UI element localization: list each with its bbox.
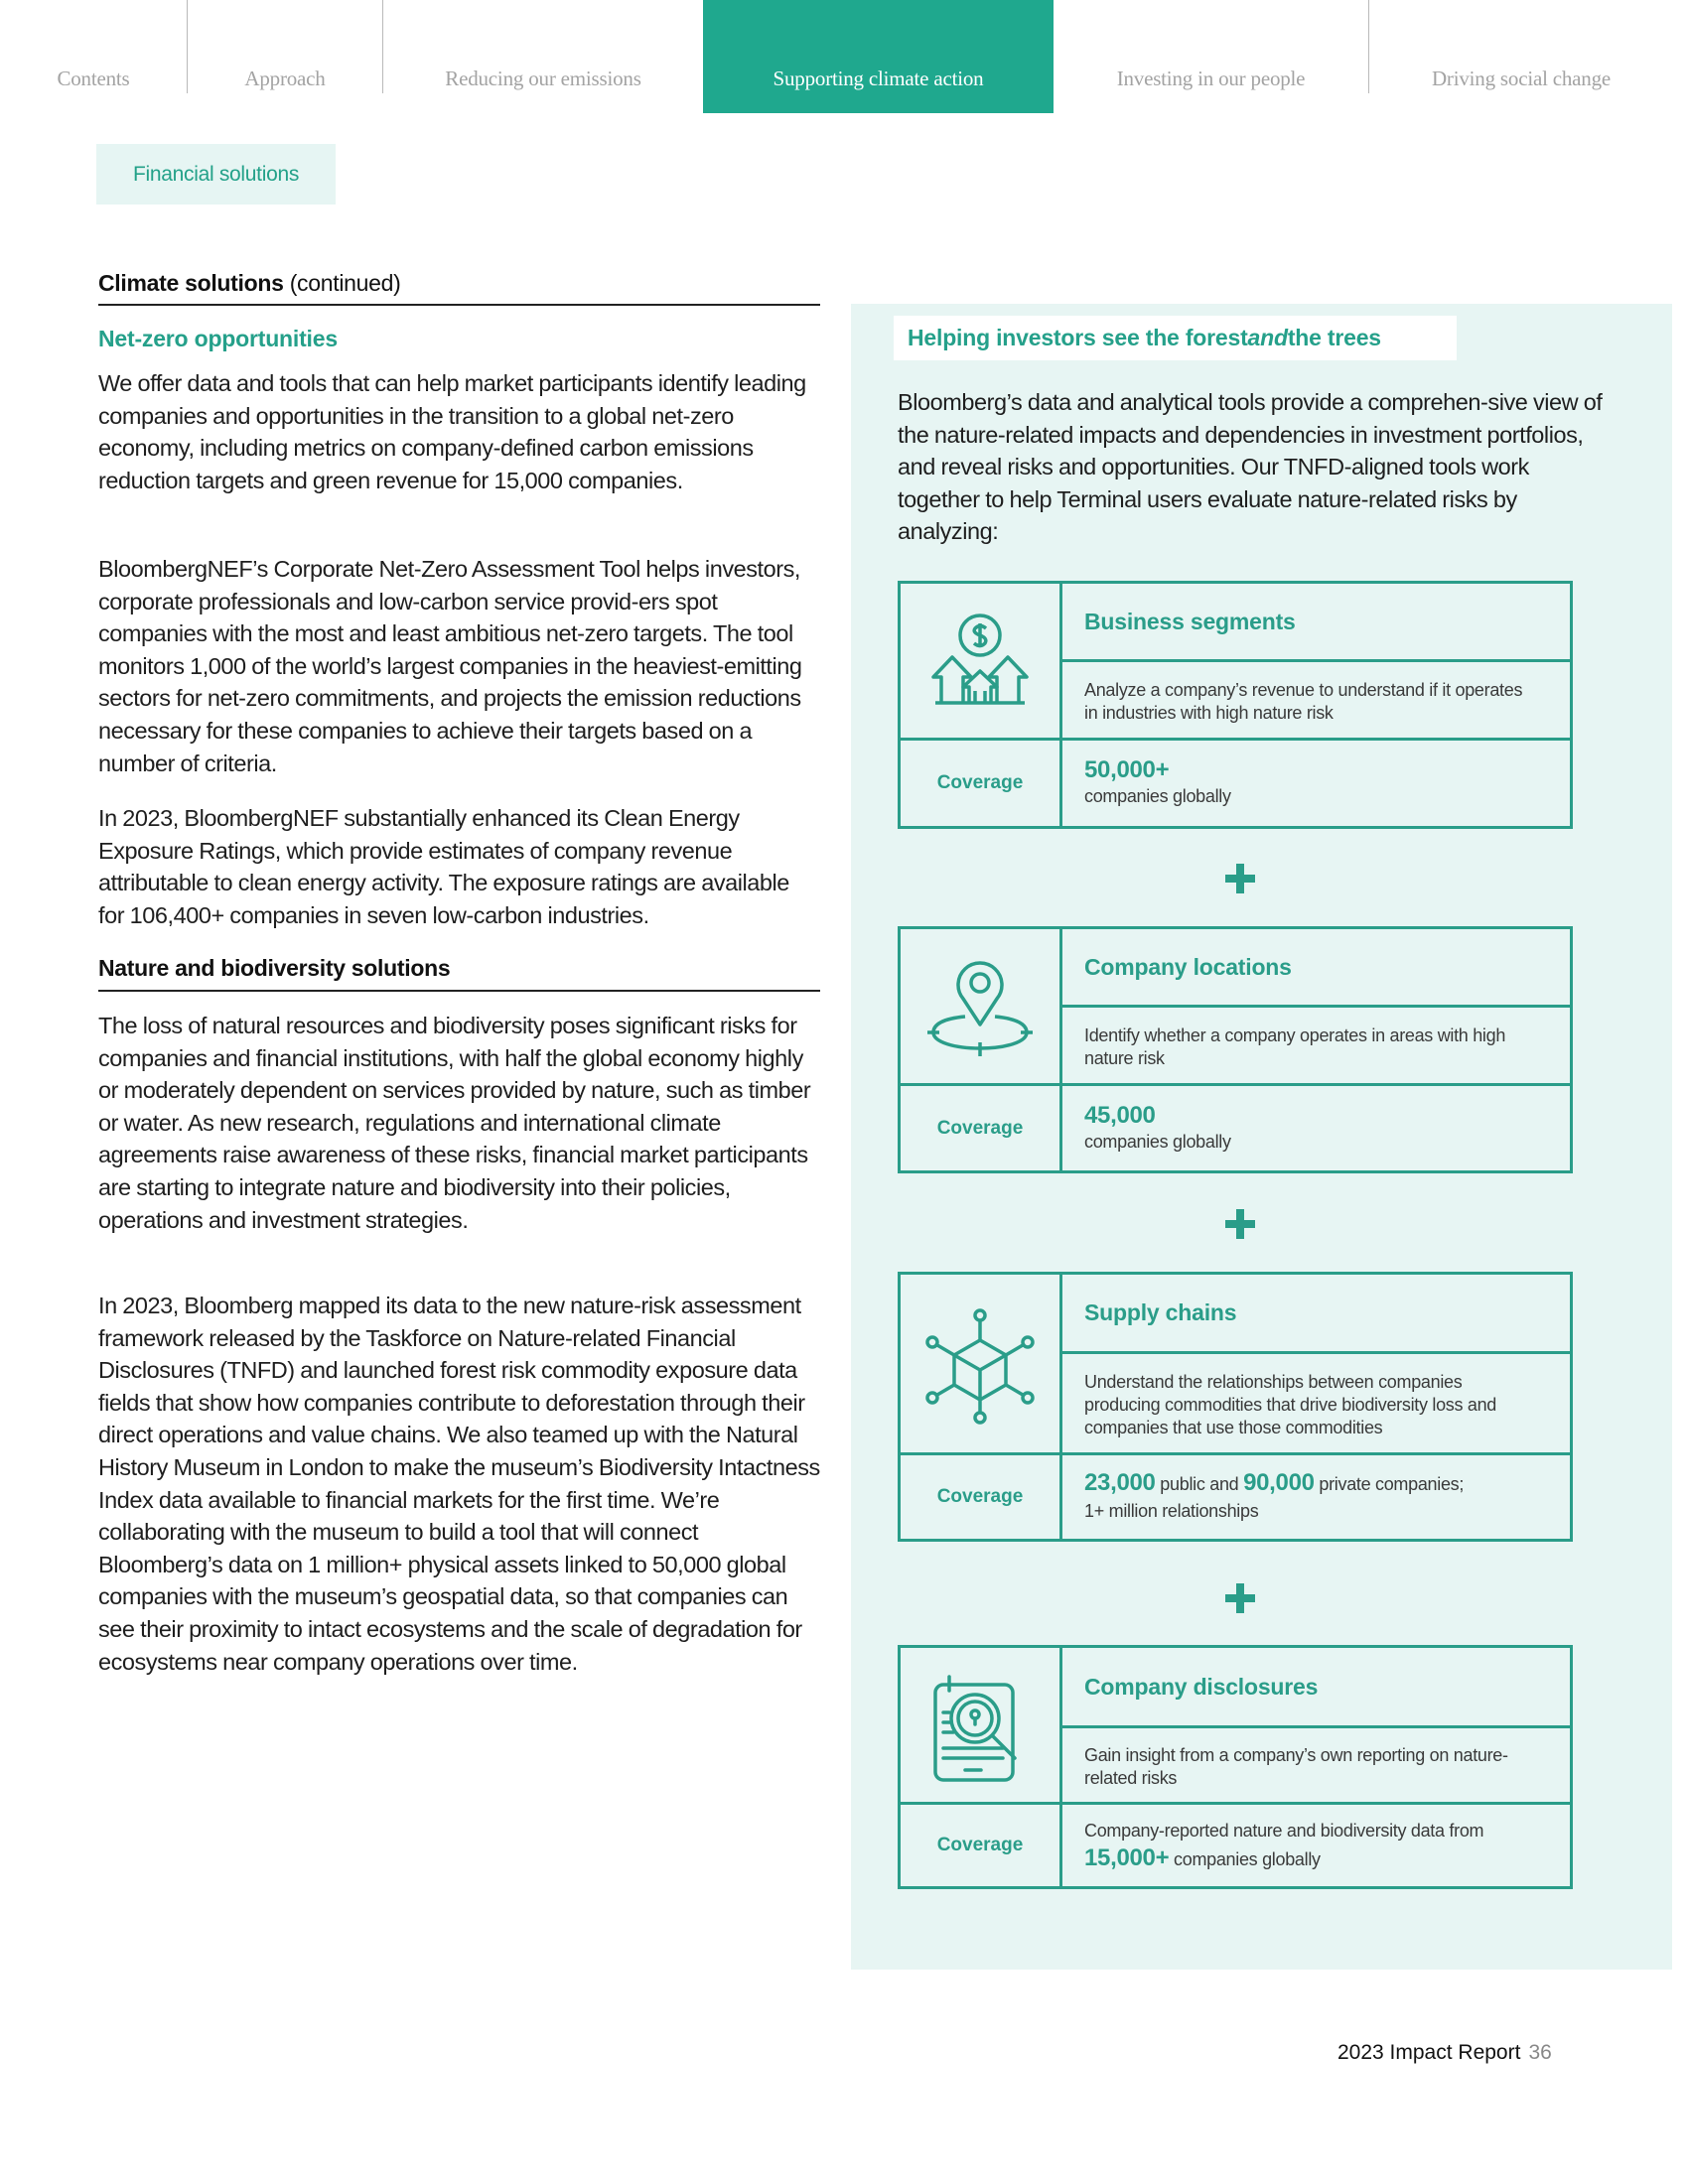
location-pin-icon	[901, 929, 1062, 1086]
card-title: Company locations	[1084, 953, 1292, 980]
card-supply-chains	[898, 1272, 1573, 1542]
top-navigation	[0, 0, 1688, 113]
card-description: Gain insight from a company’s own reporting on nature-related risks	[1062, 1725, 1570, 1805]
body-paragraph: BloombergNEF’s Corporate Net-Zero Assessment Tool helps investors, corporate professionals and low-carbon service provid-ers spot companies with the most and least ambitious net-zero targets. The tool monitors 1,000 of the world’s largest companies in the heaviest-emitting sectors for net-zero commitments, and projects the emission reductions necessary for these companies to achieve their targets based on a number of criteria.	[98, 556, 802, 776]
card-title: Company disclosures	[1084, 1673, 1319, 1700]
tab-supporting-climate-action[interactable]: Supporting climate action	[703, 0, 1054, 113]
card-business-segments	[898, 581, 1573, 829]
coverage-text: companies globally	[1169, 1849, 1321, 1869]
card-coverage	[1062, 1083, 1570, 1170]
body-paragraph: The loss of natural resources and biodiversity poses significant risks for companies and financial institutions, with half the global economy highly or moderately dependent on services provided by nature, such as timber or water. As new research, regulations and international climate agreements raise awareness of these risks, financial market participants are starting to integrate nature and biodiversity into their policies, operations and investment strategies.	[98, 1013, 811, 1233]
body-paragraph: In 2023, BloombergNEF substantially enhanced its Clean Energy Exposure Ratings, which provide estimates of company revenue attributable to clean energy activity. The exposure ratings are available for 106,400+ companies in seven low-carbon industries.	[98, 805, 789, 928]
heading-text: Climate solutions	[98, 270, 284, 296]
panel-title-post: the trees	[1287, 325, 1381, 350]
tab-reducing-our-emissions[interactable]: Reducing our emissions	[445, 67, 641, 90]
tab-contents[interactable]: Contents	[57, 67, 130, 90]
panel-title	[894, 316, 1457, 360]
coverage-line	[1084, 1469, 1550, 1498]
plus-icon	[1225, 864, 1255, 893]
card-company-locations	[898, 926, 1573, 1173]
coverage-count: 45,000	[1084, 1101, 1156, 1129]
coverage-text: companies globally	[1084, 1131, 1231, 1152]
heading-suffix: (continued)	[289, 270, 401, 296]
tab-driving-social-change[interactable]: Driving social change	[1431, 67, 1612, 90]
coverage-public-count: 23,000	[1084, 1469, 1156, 1496]
card-title: Business segments	[1084, 608, 1296, 634]
coverage-text: private companies;	[1314, 1474, 1465, 1494]
panel-title-pre: Helping investors see the forest	[908, 325, 1248, 350]
nature-biodiversity-heading: Nature and biodiversity solutions	[98, 955, 451, 981]
coverage-count: 50,000+	[1084, 756, 1170, 783]
body-paragraph: We offer data and tools that can help market participants identify leading companies and opportunities in the transition to a global net-zero economy, including metrics on company-defined carbon emissions reduction targets and green revenue for 15,000 companies.	[98, 370, 806, 493]
plus-icon	[1225, 1209, 1255, 1239]
coverage-text: companies globally	[1084, 786, 1231, 806]
card-description: Understand the relationships between companies producing commodities that drive biodiversity loss and companies that use those commodities	[1062, 1351, 1570, 1455]
card-coverage	[1062, 1452, 1570, 1539]
revenue-growth-icon	[901, 584, 1062, 741]
network-cube-icon	[901, 1275, 1062, 1455]
coverage-label: Coverage	[901, 1802, 1062, 1886]
plus-icon	[1225, 1583, 1255, 1613]
card-coverage	[1062, 1802, 1570, 1886]
coverage-private-count: 90,000	[1243, 1469, 1315, 1496]
section-rule	[98, 304, 820, 306]
section-rule	[98, 990, 820, 992]
card-description: Analyze a company’s revenue to understand if it operates in industries with high nature risk	[1062, 659, 1570, 741]
card-company-disclosures	[898, 1645, 1573, 1889]
coverage-text: public and	[1155, 1474, 1244, 1494]
panel-title-em: and	[1247, 325, 1288, 350]
page-number: 36	[1528, 2041, 1552, 2064]
report-title: 2023 Impact Report	[1337, 2041, 1521, 2064]
net-zero-subheading: Net-zero opportunities	[98, 326, 338, 351]
card-coverage	[1062, 738, 1570, 826]
card-title: Supply chains	[1084, 1299, 1237, 1325]
tab-approach[interactable]: Approach	[244, 67, 326, 90]
coverage-line	[1084, 1844, 1550, 1873]
coverage-label: Coverage	[901, 1452, 1062, 1539]
tab-investing-in-our-people[interactable]: Investing in our people	[1116, 67, 1306, 90]
section-chip-financial-solutions[interactable]: Financial solutions	[96, 144, 336, 205]
coverage-label: Coverage	[901, 738, 1062, 826]
card-description: Identify whether a company operates in areas with high nature risk	[1062, 1005, 1570, 1086]
coverage-relationships: 1+ million relationships	[1084, 1501, 1259, 1521]
nature-tools-panel	[851, 304, 1672, 1970]
coverage-count: 15,000+	[1084, 1844, 1170, 1871]
coverage-text: Company-reported nature and biodiversity data from	[1084, 1821, 1484, 1841]
panel-intro: Bloomberg’s data and analytical tools provide a comprehen-sive view of the nature-related impacts and dependencies in investment portfolios, and reveal risks and opportunities. Our TNFD-aligned tools work together to help Terminal users evaluate nature-related risks by analyzing:	[898, 389, 1603, 545]
document-search-icon	[901, 1648, 1062, 1805]
climate-solutions-heading	[98, 270, 820, 297]
page-footer	[1337, 2041, 1552, 2065]
coverage-label: Coverage	[901, 1083, 1062, 1170]
body-paragraph: In 2023, Bloomberg mapped its data to the new nature-risk assessment framework released by the Taskforce on Nature-related Financial Disclosures (TNFD) and launched forest risk commodity exposure data fields that show how companies contribute to deforestation through their direct operations and value chains. We also teamed up with the Natural History Museum in London to make the museum’s Biodiversity Intactness Index data available to financial markets for the first time. We’re collaborating with the museum to build a tool that will connect Bloomberg’s data on 1 million+ physical assets linked to 50,000 global companies with the museum’s geospatial data, so that companies can see their proximity to intact ecosystems and the scale of degradation for ecosystems near company operations over time.	[98, 1293, 820, 1675]
